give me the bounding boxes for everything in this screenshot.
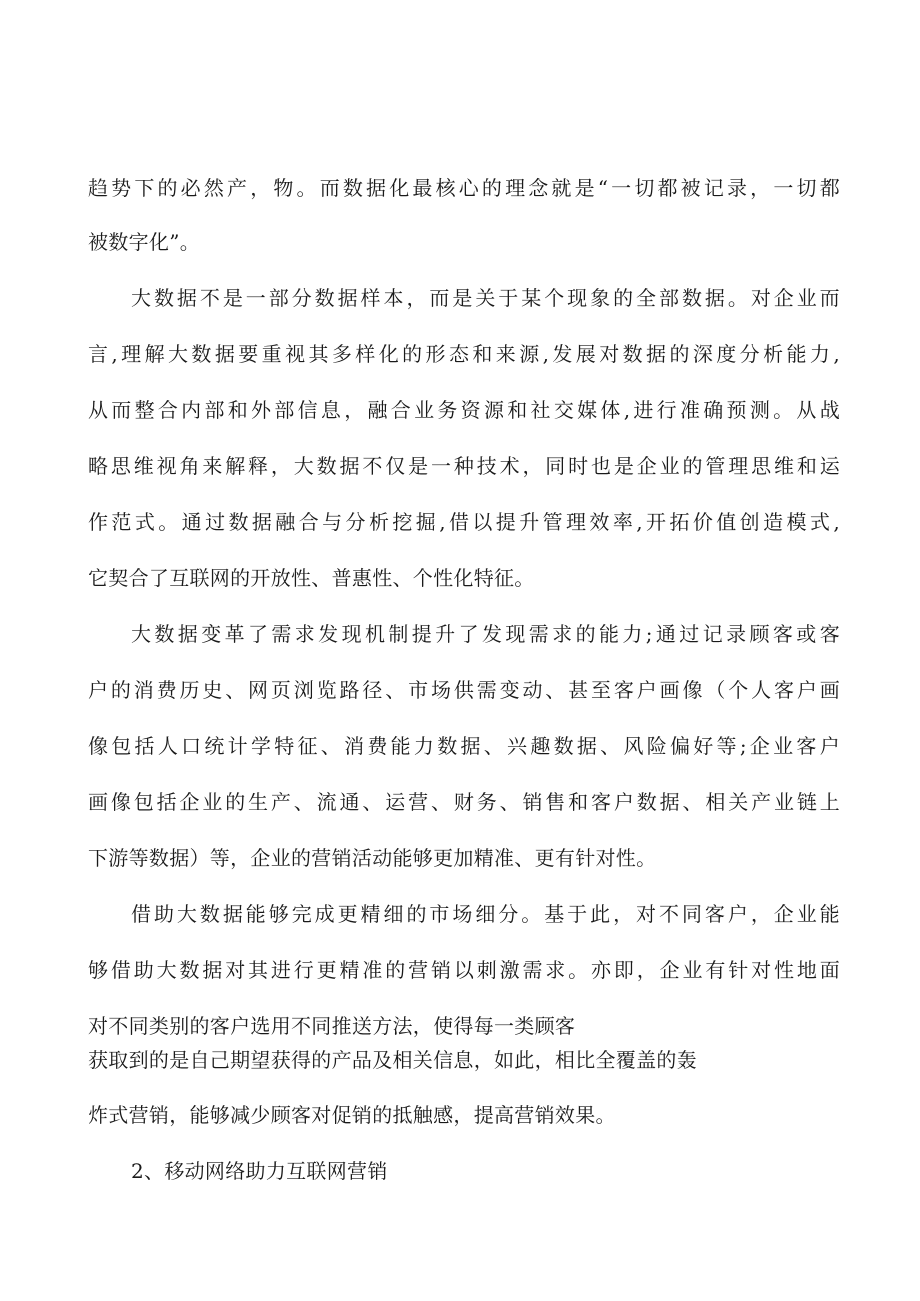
paragraph-2-line-5: 作范式。通过数据融合与分析挖掘,借以提升管理效率,开拓价值创造模式, — [88, 510, 840, 534]
paragraph-3-line-3: 像包括人口统计学特征、消费能力数据、兴趣数据、风险偏好等;企业客户 — [88, 734, 840, 758]
paragraph-2-line-1: 大数据不是一部分数据样本，而是关于某个现象的全部数据。对企业而 — [131, 286, 840, 310]
paragraph-4-line-5: 炸式营销，能够减少顾客对促销的抵触感，提高营销效果。 — [88, 1103, 616, 1127]
paragraph-3-line-1: 大数据变革了需求发现机制提升了发现需求的能力;通过记录顾客或客 — [131, 622, 840, 646]
paragraph-2-line-3: 从而整合内部和外部信息，融合业务资源和社交媒体,进行准确预测。从战 — [88, 398, 840, 422]
section-heading: 2、移动网络助力互联网营销 — [131, 1159, 388, 1183]
paragraph-3-line-5: 下游等数据）等，企业的营销活动能够更加精准、更有针对性。 — [88, 846, 657, 870]
paragraph-4-line-3: 对不同类别的客户选用不同推送方法，使得每一类顾客 — [88, 1014, 576, 1038]
paragraph-2-line-6: 它契合了互联网的开放性、普惠性、个性化特征。 — [88, 566, 535, 590]
paragraph-1-line-1: 趋势下的必然产，物。而数据化最核心的理念就是“一切都被记录，一切都 — [88, 176, 840, 200]
paragraph-4-line-4: 获取到的是自己期望获得的产品及相关信息，如此，相比全覆盖的轰 — [88, 1048, 697, 1072]
paragraph-4-line-1: 借助大数据能够完成更精细的市场细分。基于此，对不同客户，企业能 — [131, 902, 840, 926]
paragraph-1-line-2: 被数字化”。 — [88, 230, 201, 254]
paragraph-2-line-2: 言,理解大数据要重视其多样化的形态和来源,发展对数据的深度分析能力, — [88, 342, 840, 366]
paragraph-3-line-4: 画像包括企业的生产、流通、运营、财务、销售和客户数据、相关产业链上 — [88, 790, 840, 814]
paragraph-4-line-2: 够借助大数据对其进行更精准的营销以刺激需求。亦即，企业有针对性地面 — [88, 958, 840, 982]
paragraph-3-line-2: 户的消费历史、网页浏览路径、市场供需变动、甚至客户画像（个人客户画 — [88, 678, 840, 702]
paragraph-2-line-4: 略思维视角来解释，大数据不仅是一种技术，同时也是企业的管理思维和运 — [88, 454, 840, 478]
